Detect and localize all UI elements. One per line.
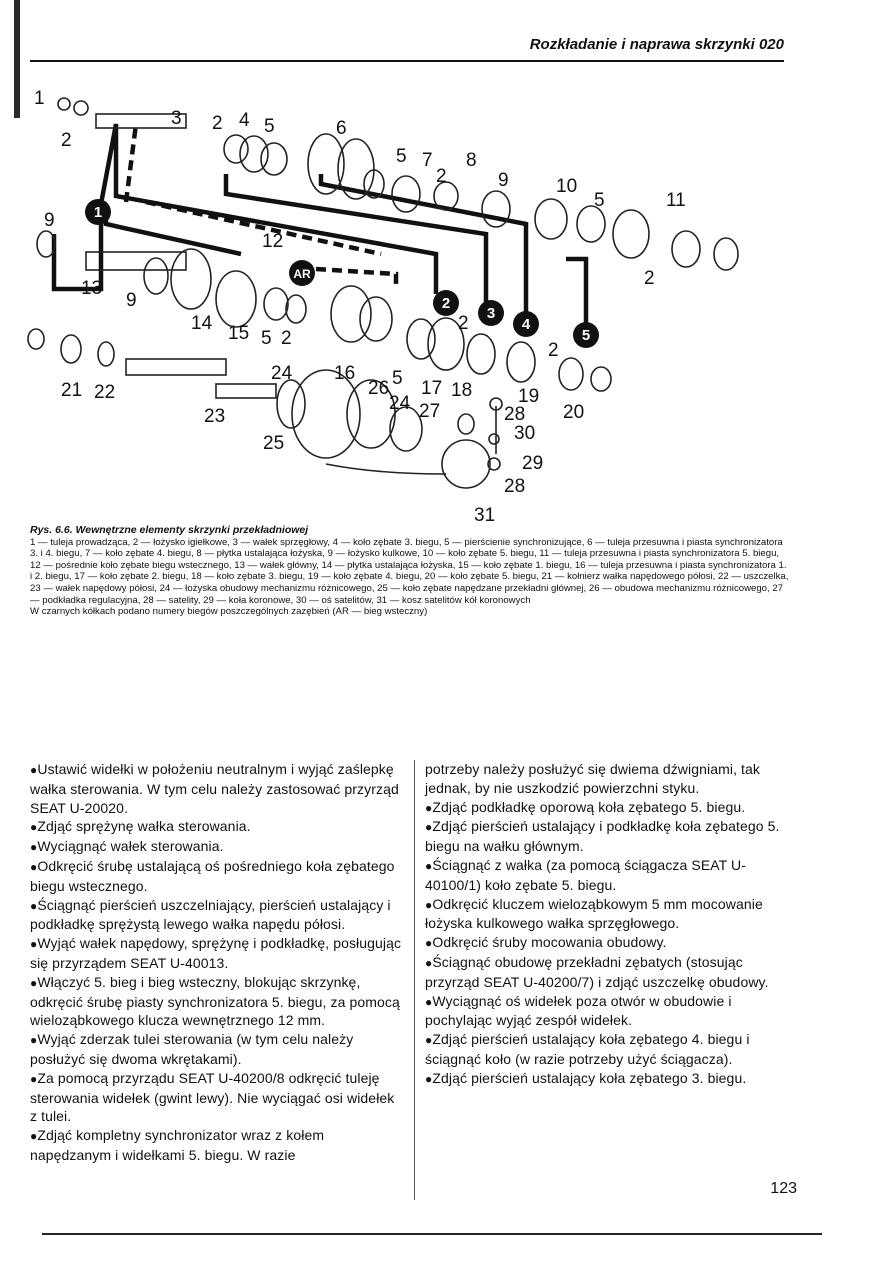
label-16: 16 (334, 363, 356, 384)
instruction-continuation: potrzeby należy posłużyć się dwiema dźwigniami, tak jednak, by nie uszkodzić powierzchni styku. (425, 761, 761, 796)
right-text-column (425, 760, 799, 1089)
instruction-item: ●Zdjąć kompletny synchronizator wraz z kołem napędzanym i widełkami 5. biegu. W razie (30, 1127, 325, 1163)
page-edge-bar (14, 0, 20, 118)
label-29: 29 (522, 453, 544, 474)
label-17: 17 (421, 378, 443, 399)
label-5a: 5 (264, 116, 275, 137)
instruction-item: ●Wyciągnąć oś widełek poza otwór w obudowie i pochylając wyjąć zespół widełek. (425, 992, 732, 1029)
caption-body: 1 — tuleja prowadząca, 2 — łożysko igiełkowe, 3 — wałek sprzęgłowy, 4 — koło zębate 3. biegu, 5 — pierścienie synchronizujące, 6 — tuleja przesuwna i piasta synchronizatora 3. i 4. biegu, 7 — koło zębate 4. biegu, 8 — płytka ustalająca łożyska, 9 — łożysko kulkowe, 10 — koło zębate 5. biegu, 11 — tuleja przesuwna i piasta synchronizatora 5. biegu, 12 — pośrednie koło zębate biegu wstecznego, 13 — wałek główny, 14 — płytka ustalająca łożyska, 15 — koło zębate 1. biegu, 16 — tuleja przesuwna i piasta synchronizatora 1. i 2. biegu, 17 — koło zębate 2. biegu, 18 — koło zębate 3. biegu, 19 — koło zębate 4. biegu, 20 — koło zębate 5. biegu, 21 — kołnierz wałka napędowego półosi, 22 — uszczelka, 23 — wałek napędowy półosi, 24 — łożyska obudowy mechanizmu różnicowego, 25 — koło zębate napędzane przekładni głównej, 26 — obudowa mechanizmu różnicowego, 27 — podkładka regulacyjna, 28 — satelity, 29 — koła koronowe, 30 — oś satelitów, 31 — kosz satelitów kół koronowych (30, 536, 789, 606)
label-13: 13 (81, 278, 103, 299)
footer-rule (42, 1233, 822, 1235)
instruction-item: ●Ustawić widełki w położeniu neutralnym i wyjąć zaślepkę wałka sterowania. W tym celu należy zastosować przyrząd SEAT U-20020. (30, 761, 399, 816)
label-2c: 2 (436, 166, 447, 187)
instruction-item: ●Ściągnąć obudowę przekładni zębatych (stosując przyrząd SEAT U-40200/7) i zdjąć uszczelkę obudowy. (425, 953, 769, 990)
gear-badge-1: 1 (93, 204, 103, 221)
label-18: 18 (451, 380, 473, 401)
label-25: 25 (263, 433, 285, 454)
label-23: 23 (204, 406, 226, 427)
instruction-item: ●Odkręcić kluczem wieloząbkowym 5 mm mocowanie łożyska kulkowego wałka sprzęgłowego. (425, 895, 763, 932)
instruction-item: ●Ściągnąć z wałka (za pomocą ściągacza SEAT U-40100/1) koło zębate 5. biegu. (425, 856, 747, 893)
caption-note: W czarnych kółkach podano numery biegów poszczególnych zazębień (AR — bieg wsteczny) (30, 606, 428, 618)
label-5d: 5 (261, 328, 272, 349)
instruction-item: ●Odkręcić śruby mocowania obudowy. (425, 934, 667, 951)
label-30: 30 (514, 423, 536, 444)
instruction-item: ●Zdjąć podkładkę oporową koła zębatego 5. biegu. (425, 798, 746, 815)
page-number: 123 (770, 1180, 797, 1197)
exploded-gearbox-diagram (26, 84, 786, 524)
instruction-item: ●Włączyć 5. bieg i bieg wsteczny, blokując skrzynkę, odkręcić śrubę piasty synchronizatora 5. biegu, za pomocą wieloząbkowego klucza wewnętrznego 12 mm. (30, 973, 400, 1029)
label-2d: 2 (644, 268, 655, 289)
label-22: 22 (94, 382, 116, 403)
label-2a: 2 (61, 130, 72, 151)
label-27: 27 (419, 401, 441, 422)
label-5b: 5 (396, 146, 407, 167)
label-6: 6 (336, 118, 347, 139)
gear-badge-4: 4 (521, 316, 531, 333)
label-11: 11 (666, 190, 686, 211)
caption-title: Rys. 6.6. Wewnętrzne elementy skrzynki przekładniowej (30, 524, 309, 536)
label-2f: 2 (458, 313, 469, 334)
gear-badge-5: 5 (581, 327, 591, 344)
label-26: 26 (368, 378, 390, 399)
label-28a: 28 (504, 404, 526, 425)
label-24b: 24 (389, 393, 411, 414)
label-2b: 2 (212, 113, 223, 134)
label-31: 31 (474, 505, 496, 524)
label-15: 15 (228, 323, 250, 344)
instruction-item: ●Wyciągnąć wałek sterowania. (30, 838, 224, 855)
label-14: 14 (191, 313, 213, 334)
label-20: 20 (563, 402, 585, 423)
label-3: 3 (171, 108, 182, 129)
running-header: Rozkładanie i naprawa skrzynki 020 (529, 36, 784, 53)
label-2e: 2 (281, 328, 292, 349)
instruction-item: ●Zdjąć pierścień ustalający koła zębatego 4. biegu i ściągnąć koło (w razie potrzeby użyć ściągacza). (425, 1031, 750, 1067)
figure-caption (30, 525, 790, 618)
label-12: 12 (262, 231, 284, 252)
label-2g: 2 (548, 340, 559, 361)
label-28b: 28 (504, 476, 526, 497)
label-7: 7 (422, 150, 433, 171)
label-1: 1 (34, 88, 45, 109)
label-5c: 5 (594, 190, 605, 211)
instruction-item: ●Wyjąć zderzak tulei sterowania (w tym celu należy posłużyć się dwoma wkrętakami). (30, 1031, 354, 1067)
instruction-item: ●Zdjąć pierścień ustalający koła zębatego 3. biegu. (425, 1069, 747, 1086)
left-text-column (30, 760, 404, 1165)
instruction-item: ●Ściągnąć pierścień uszczelniający, pierścień ustalający i podkładkę sprężystą lewego wałka napędu półosi. (30, 896, 391, 933)
instruction-item: ●Zdjąć sprężynę wałka sterowania. (30, 818, 251, 835)
label-4: 4 (239, 110, 250, 131)
gear-badge-3: 3 (486, 305, 496, 322)
instruction-item: ●Wyjąć wałek napędowy, sprężynę i podkładkę, posługując się przyrządem SEAT U-40013. (30, 935, 402, 971)
gear-badge-2: 2 (441, 295, 451, 312)
label-9c: 9 (126, 290, 137, 311)
header-rule (30, 60, 784, 62)
label-9b: 9 (44, 210, 55, 231)
label-21: 21 (61, 380, 83, 401)
instruction-item: ●Odkręcić śrubę ustalającą oś pośredniego koła zębatego biegu wstecznego. (30, 857, 395, 894)
instruction-item: ●Zdjąć pierścień ustalający i podkładkę koła zębatego 5. biegu na wałku głównym. (425, 818, 780, 855)
label-10: 10 (556, 176, 578, 197)
label-9a: 9 (498, 170, 509, 191)
instruction-item: ●Za pomocą przyrządu SEAT U-40200/8 odkręcić tuleję sterowania widełek (gwint lewy). Nie wyciągać osi widełek z tulei. (30, 1069, 395, 1125)
label-19: 19 (518, 386, 540, 407)
label-8: 8 (466, 150, 477, 171)
label-5e: 5 (392, 368, 403, 389)
gear-badge-ar: AR (293, 267, 311, 281)
column-divider (414, 760, 415, 1200)
label-24a: 24 (271, 363, 293, 384)
